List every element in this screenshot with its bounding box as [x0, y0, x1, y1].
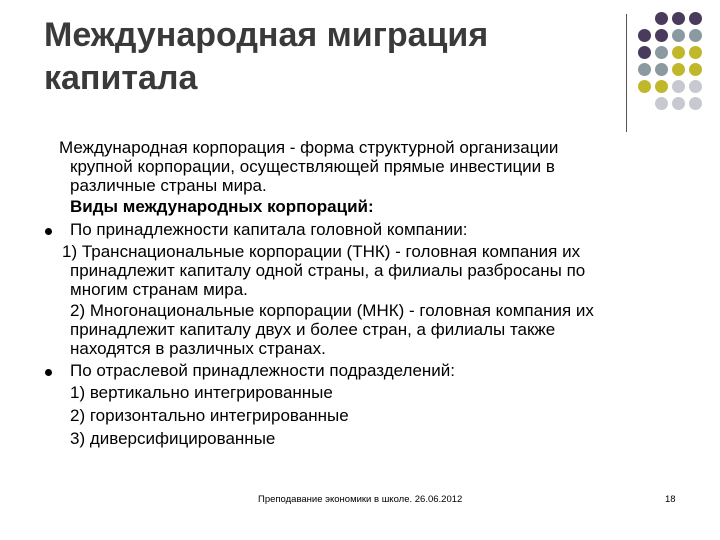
decorative-dot: [655, 29, 668, 42]
decorative-dot: [638, 97, 651, 110]
decorative-dot: [689, 63, 702, 76]
decorative-dot: [655, 63, 668, 76]
decorative-dot: [672, 97, 685, 110]
body-line-8: многим странам мира.: [70, 280, 248, 299]
decorative-dot: [689, 29, 702, 42]
decorative-dot: [638, 29, 651, 42]
body-line-15: 3) диверсифицированные: [70, 429, 276, 448]
body-line-3: различные страны мира.: [70, 176, 267, 195]
body-line-1: Международная корпорация - форма структурной организации: [59, 138, 559, 157]
decorative-dot: [638, 46, 651, 59]
decorative-dot: [672, 63, 685, 76]
decorative-dot: [689, 97, 702, 110]
body-line-11: находятся в различных странах.: [70, 339, 326, 358]
decorative-dot: [689, 80, 702, 93]
body-line-14: 2) горизонтально интегрированные: [70, 406, 349, 425]
decorative-divider: [626, 14, 627, 132]
decorative-dot: [638, 12, 651, 25]
body-line-13: 1) вертикально интегрированные: [70, 383, 333, 402]
body-line-7: принадлежит капиталу одной страны, а филиалы разбросаны по: [70, 261, 586, 280]
decorative-dot: [689, 46, 702, 59]
body-heading-types: Виды международных корпораций:: [70, 197, 374, 216]
bullet-icon: [45, 228, 52, 235]
bullet-icon: [45, 369, 52, 376]
body-line-12: По отраслевой принадлежности подразделений:: [70, 361, 456, 380]
decorative-dot: [655, 12, 668, 25]
decorative-dot: [655, 97, 668, 110]
decorative-dot: [638, 80, 651, 93]
body-line-6: 1) Транснациональные корпорации (ТНК) - головная компания их: [62, 242, 581, 261]
page-number: 18: [665, 494, 676, 505]
slide-title: [44, 14, 604, 100]
decorative-dot: [655, 46, 668, 59]
decorative-dot: [689, 12, 702, 25]
body-line-2: крупной корпорации, осуществляющей прямые инвестиции в: [70, 157, 555, 176]
title-line-1: Международная миграция: [44, 16, 489, 54]
decorative-dot: [655, 80, 668, 93]
body-line-9: 2) Многонациональные корпорации (МНК) - головная компания их: [70, 301, 594, 320]
title-line-2: капитала: [44, 59, 198, 97]
decorative-dot: [672, 46, 685, 59]
decorative-dot-grid: [638, 12, 702, 110]
decorative-dot: [672, 80, 685, 93]
decorative-dot: [672, 12, 685, 25]
decorative-dot: [672, 29, 685, 42]
body-line-5: По принадлежности капитала головной компании:: [70, 220, 468, 239]
slide-footer: Преподавание экономики в школе. 26.06.2012: [258, 494, 463, 505]
decorative-dot: [638, 63, 651, 76]
body-line-10: принадлежит капиталу двух и более стран, а филиалы также: [70, 320, 556, 339]
